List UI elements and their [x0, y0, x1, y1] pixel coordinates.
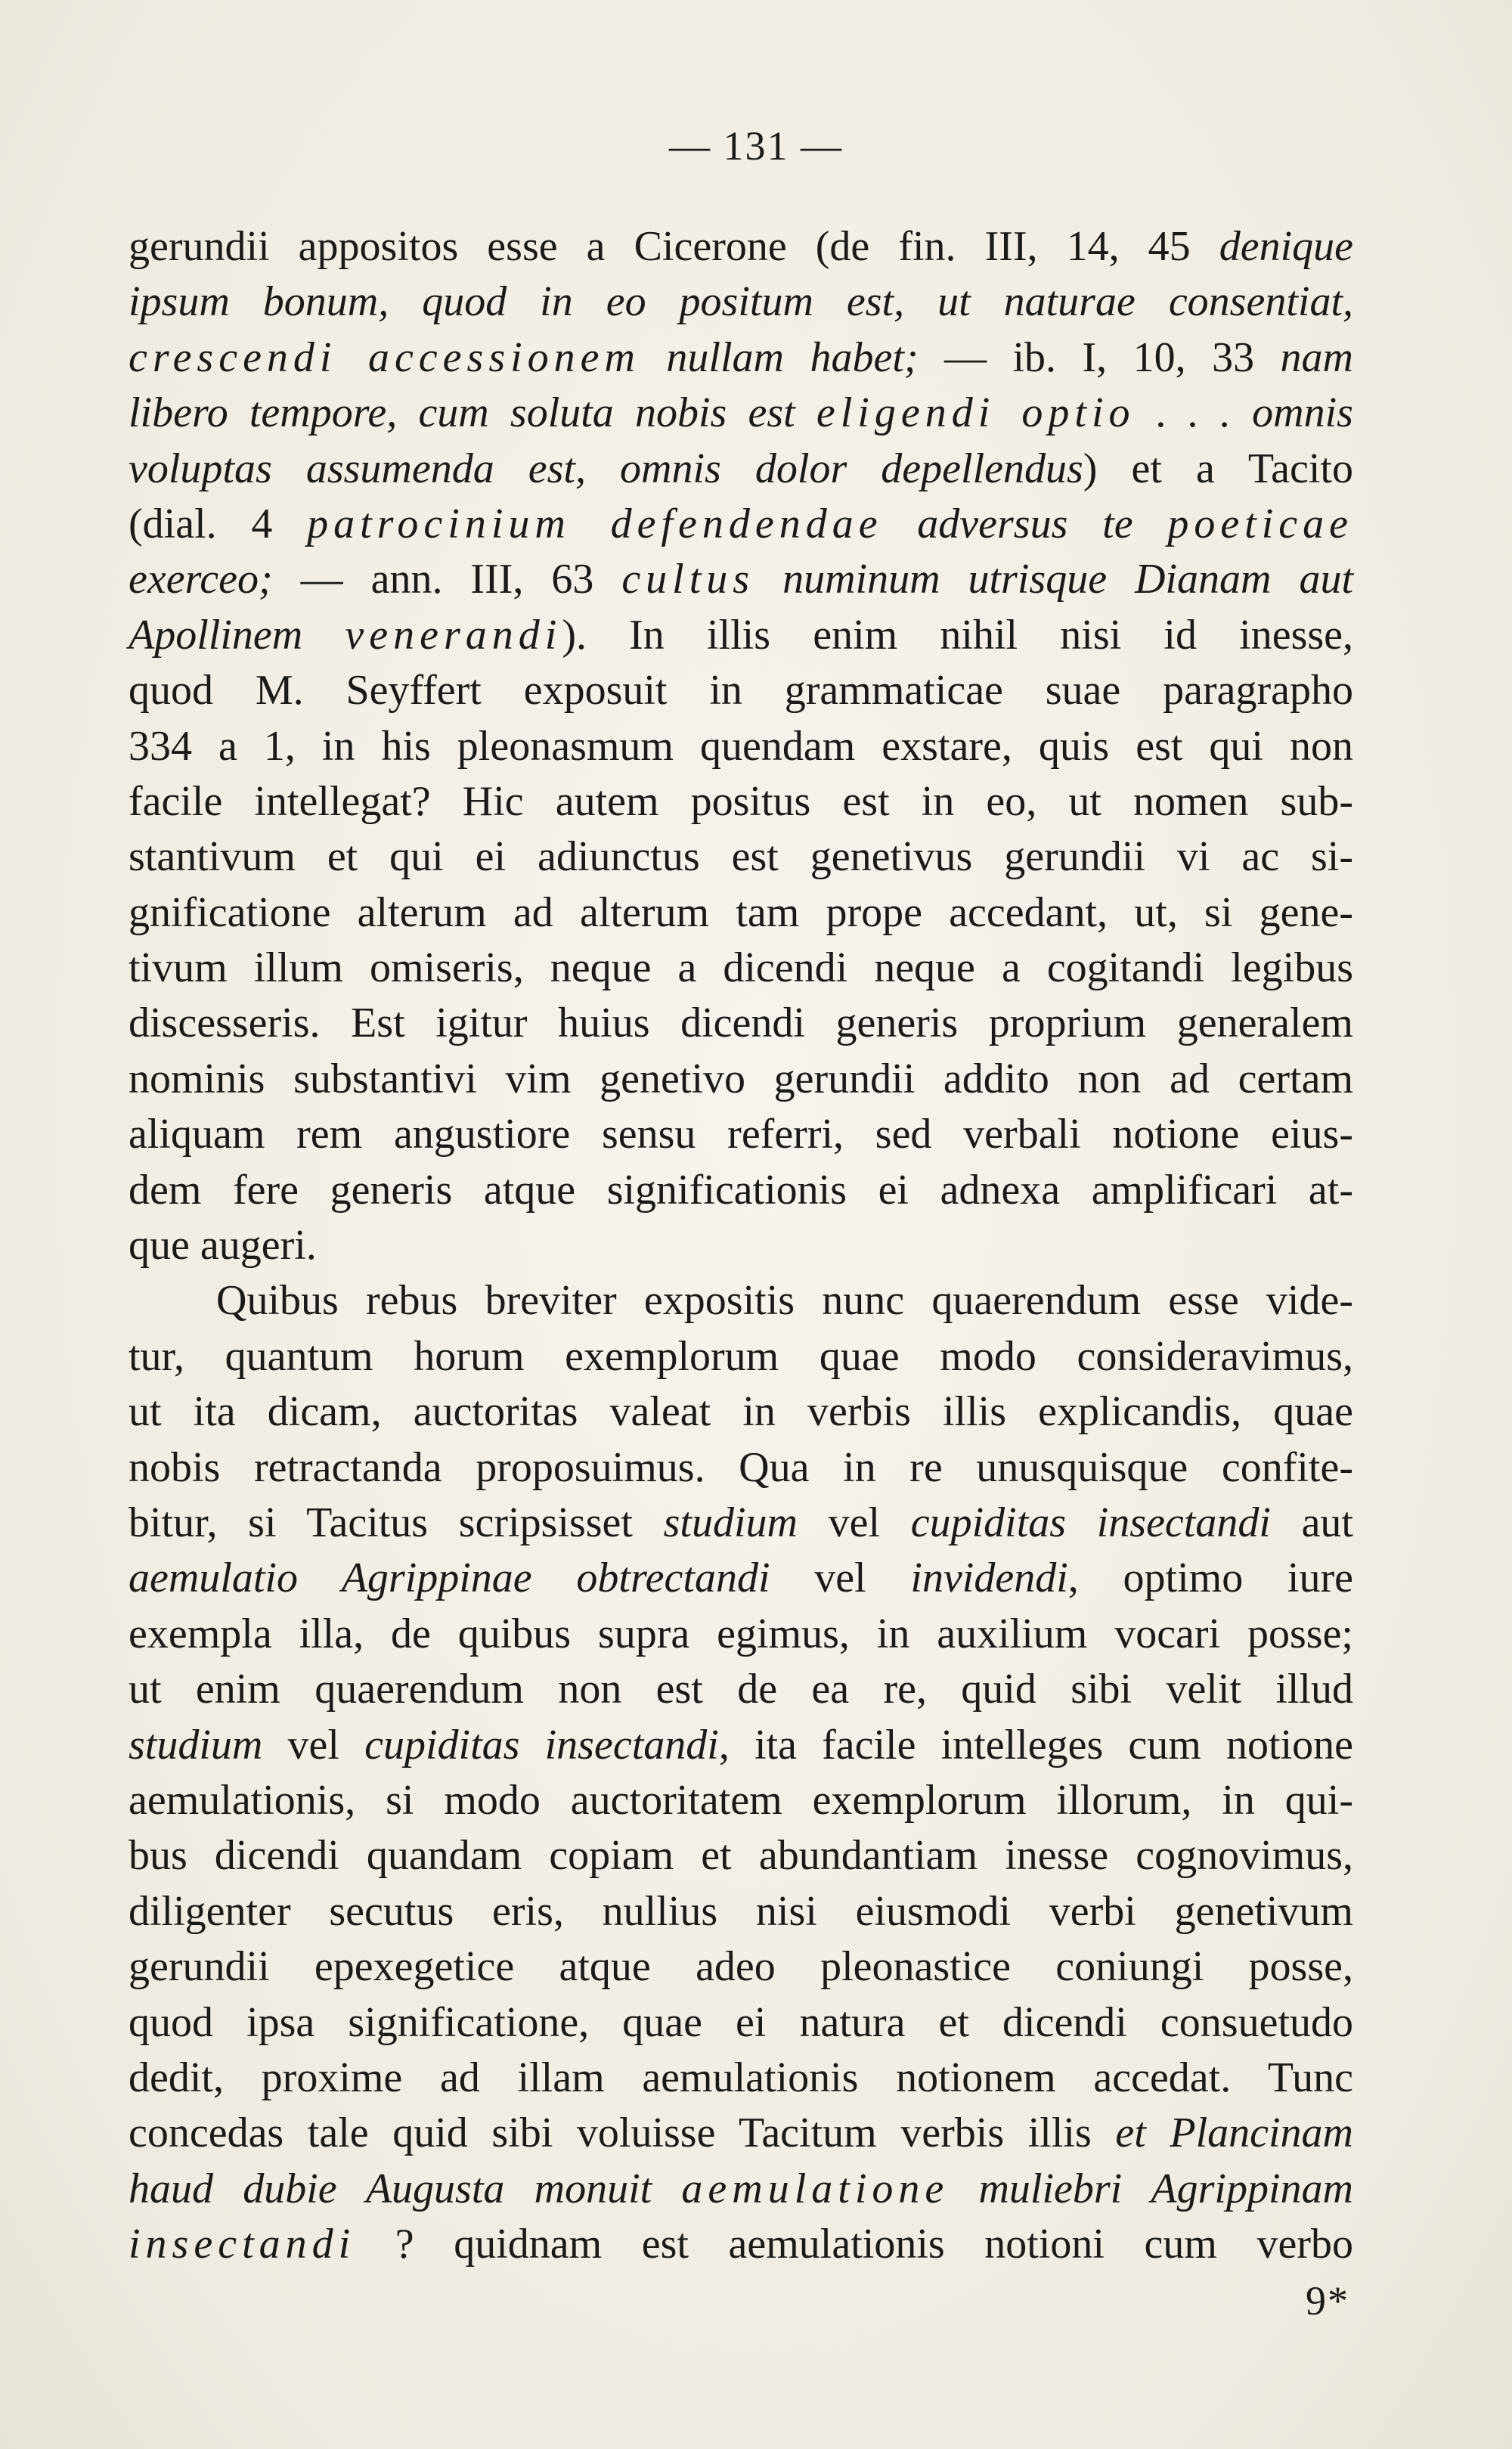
- text-line-7: [129, 552, 1353, 607]
- text-line-19: [129, 1218, 1353, 1273]
- text-run: aemulationis, si modo auctoritatem exemplorum illorum, in qui-: [129, 1776, 1353, 1824]
- text-run: (dial. 4: [129, 500, 308, 547]
- text-line-1: [129, 219, 1353, 274]
- text-run: . . . omnis: [1135, 389, 1353, 437]
- text-run: studium: [129, 1721, 263, 1769]
- text-line-14: [129, 941, 1353, 996]
- text-line-4: [129, 386, 1353, 441]
- text-run: nam: [1280, 333, 1353, 381]
- text-run: exerceo;: [129, 556, 273, 603]
- text-run: , ita facile intelleges cum notione: [718, 1721, 1353, 1769]
- text-line-29: [129, 1773, 1353, 1828]
- text-run: et Plancinam: [1115, 2110, 1354, 2157]
- text-line-12: [129, 829, 1353, 885]
- text-run: vel: [262, 1721, 365, 1769]
- text-line-37: [129, 2217, 1353, 2272]
- text-line-17: [129, 1107, 1353, 1162]
- text-run: nominis substantivi vim genetivo gerundii addito non ad certam: [129, 1055, 1353, 1102]
- text-run: crescendi accessionem: [129, 333, 640, 381]
- text-run: libero tempore, cum soluta nobis est: [129, 389, 816, 437]
- signature-mark: 9*: [1306, 2278, 1349, 2323]
- text-run: ut ita dicam, auctoritas valeat in verbis illis explicandis, quae: [129, 1388, 1353, 1436]
- text-run: bitur, si Tacitus scripsisset: [129, 1499, 664, 1546]
- text-run: que augeri.: [129, 1222, 317, 1269]
- text-line-22: [129, 1384, 1353, 1440]
- text-run: poeticae: [1167, 500, 1353, 547]
- text-run: nobis retractanda proposuimus. Qua in re unusquisque confite-: [129, 1443, 1353, 1491]
- text-line-11: [129, 774, 1353, 829]
- text-run: aemulatione: [681, 2165, 950, 2212]
- text-run: patrocinium defendendae: [307, 500, 883, 547]
- text-line-6: [129, 497, 1353, 552]
- text-run: exempla illa, de quibus supra egimus, in auxilium vocari posse;: [129, 1610, 1353, 1657]
- text-line-26: [129, 1607, 1353, 1662]
- text-run: denique: [1219, 223, 1353, 270]
- text-line-33: [129, 1995, 1353, 2051]
- text-run: venerandi: [345, 611, 562, 659]
- text-run: invidendi: [910, 1555, 1068, 1602]
- text-line-31: [129, 1884, 1353, 1939]
- text-line-16: [129, 1052, 1353, 1107]
- page-number: — 131 —: [669, 123, 843, 169]
- text-line-8: [129, 608, 1353, 663]
- text-run: gnificatione alterum ad alterum tam prope accedant, ut, si gene-: [129, 888, 1353, 936]
- text-line-21: [129, 1329, 1353, 1384]
- text-run: haud dubie Augusta monuit: [129, 2165, 682, 2212]
- text-run: dem fere generis atque significationis ei adnexa amplificari at-: [129, 1166, 1353, 1214]
- text-run: ? quidnam est aemulationis notioni cum verbo: [355, 2221, 1353, 2268]
- text-run: aemulatio Agrippinae obtrectandi: [129, 1555, 770, 1602]
- text-run: dedit, proxime ad illam aemulationis notionem accedat. Tunc: [129, 2054, 1353, 2101]
- text-line-13: [129, 885, 1353, 941]
- text-run: ut enim quaerendum non est de ea re, quid sibi velit illud: [129, 1666, 1353, 1713]
- text-line-18: [129, 1163, 1353, 1218]
- text-line-32: [129, 1939, 1353, 1995]
- text-line-38: [129, 2272, 1353, 2327]
- text-run: ) et a Tacito: [1083, 445, 1353, 492]
- text-line-20: [129, 1273, 1353, 1328]
- text-run: , optimo iure: [1067, 1555, 1353, 1602]
- text-line-23: [129, 1440, 1353, 1496]
- text-run: — ib. I, 10, 33: [918, 333, 1281, 381]
- text-run: quod ipsa significatione, quae ei natura et dicendi consuetudo: [129, 1998, 1353, 2046]
- text-run: stantivum et qui ei adiunctus est genetivus gerundii vi ac si-: [129, 833, 1353, 881]
- text-run: facile intellegat? Hic autem positus est in eo, ut nomen sub-: [129, 777, 1353, 825]
- text-run: insectandi: [129, 2221, 356, 2268]
- text-run: cultus: [621, 556, 755, 603]
- text-run: ). In illis enim nihil nisi id inesse,: [562, 611, 1354, 659]
- text-run: vel: [798, 1499, 911, 1546]
- text-run: discesseris. Est igitur huius dicendi generis proprium generalem: [129, 1000, 1353, 1047]
- text-line-30: [129, 1828, 1353, 1883]
- text-run: eligendi optio: [816, 389, 1136, 437]
- text-line-28: [129, 1718, 1353, 1773]
- text-line-3: [129, 330, 1353, 386]
- text-run: — ann. III, 63: [272, 556, 622, 603]
- text-run: concedas tale quid sibi voluisse Tacitum verbis illis: [129, 2110, 1116, 2157]
- text-line-25: [129, 1551, 1353, 1606]
- text-run: muliebri Agrippinam: [949, 2165, 1353, 2212]
- text-line-2: [129, 274, 1353, 330]
- text-run: 334 a 1, in his pleonasmum quendam exstare, quis est qui non: [129, 722, 1353, 770]
- text-run: aliquam rem angustiore sensu referri, sed verbali notione eius-: [129, 1111, 1353, 1158]
- text-line-5: [129, 442, 1353, 497]
- text-line-34: [129, 2051, 1353, 2106]
- text-run: nullam habet;: [640, 333, 919, 381]
- text-run: tivum illum omiseris, neque a dicendi neque a cogitandi legibus: [129, 944, 1353, 992]
- text-line-35: [129, 2106, 1353, 2161]
- text-run: Quibus rebus breviter expositis nunc quaerendum esse vide-: [216, 1277, 1353, 1325]
- text-run: adversus te: [882, 500, 1168, 547]
- text-run: diligenter secutus eris, nullius nisi eiusmodi verbi genetivum: [129, 1887, 1353, 1935]
- text-line-24: [129, 1496, 1353, 1551]
- text-line-15: [129, 996, 1353, 1051]
- text-run: aut: [1270, 1499, 1353, 1546]
- text-run: voluptas assumenda est, omnis dolor depellendus: [129, 445, 1083, 492]
- text-run: tur, quantum horum exemplorum quae modo consideravimus,: [129, 1332, 1353, 1380]
- text-line-27: [129, 1662, 1353, 1717]
- text-run: cupiditas insectandi: [364, 1721, 719, 1769]
- text-run: cupiditas insectandi: [910, 1499, 1271, 1546]
- text-run: gerundii appositos esse a Cicerone (de fin. III, 14, 45: [129, 223, 1219, 270]
- text-run: vel: [770, 1555, 911, 1602]
- text-run: gerundii epexegetice atque adeo pleonastice coniungi posse,: [129, 1943, 1353, 1991]
- body-text: [129, 219, 1353, 2328]
- text-run: quod M. Seyffert exposuit in grammaticae suae paragrapho: [129, 667, 1353, 715]
- text-run: ipsum bonum, quod in eo positum est, ut naturae consentiat,: [129, 278, 1353, 326]
- text-line-9: [129, 663, 1353, 718]
- text-line-10: [129, 719, 1353, 774]
- text-line-36: [129, 2162, 1353, 2217]
- text-run: bus dicendi quandam copiam et abundantiam inesse cognovimus,: [129, 1832, 1353, 1880]
- text-run: studium: [663, 1499, 798, 1546]
- text-run: Apollinem: [129, 611, 345, 659]
- text-run: numinum utrisque Dianam aut: [754, 556, 1353, 603]
